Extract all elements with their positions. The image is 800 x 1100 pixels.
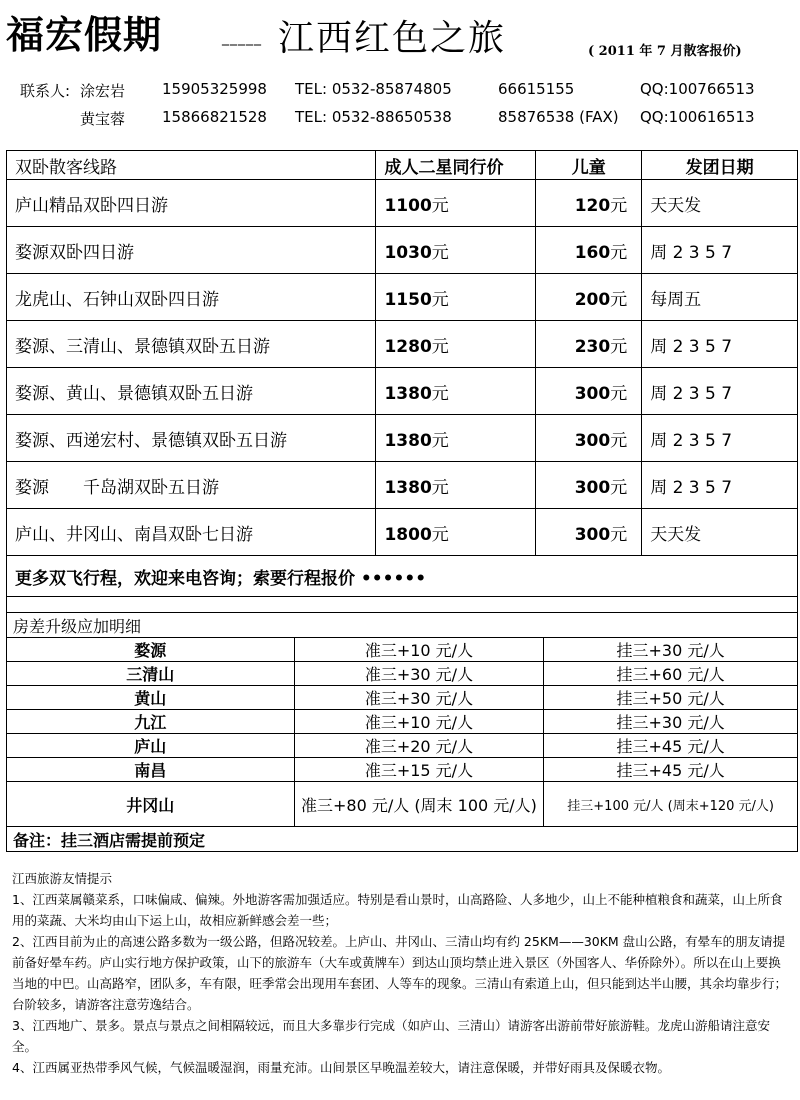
upgrade-listed: 挂三+30 元/人 [544, 710, 798, 734]
child-price-value: 300 [574, 430, 611, 451]
departure-date [642, 227, 798, 274]
contact-qq: QQ:100766513 [640, 80, 755, 98]
departure-date-text: 天天发 [650, 524, 702, 545]
upgrade-table [6, 612, 798, 852]
table-row [7, 415, 798, 462]
child-price [536, 509, 642, 556]
route-title: 江西红色之旅 [278, 18, 507, 59]
header-departure-date: 发团日期 [642, 151, 798, 180]
route-name-text: 龙虎山、石钟山双卧四日游 [15, 289, 219, 310]
contact-qq: QQ:100616513 [640, 108, 755, 126]
remark-row [7, 827, 798, 852]
upgrade-place: 庐山 [7, 734, 295, 758]
upgrade-standard: 准三+10 元/人 [294, 638, 544, 662]
table-row [7, 638, 798, 662]
routes-table [6, 150, 798, 613]
child-price-unit: 元 [610, 524, 628, 545]
route-name-text: 婺源、黄山、景德镇双卧五日游 [15, 383, 253, 404]
departure-date [642, 462, 798, 509]
departure-date-text: 天天发 [650, 195, 702, 216]
gap-cell [7, 597, 798, 614]
child-price-value: 300 [574, 477, 611, 498]
route-name-text: 庐山、井冈山、南昌双卧七日游 [15, 524, 253, 545]
route-name-text: 庐山精品双卧四日游 [15, 195, 168, 216]
route-name-text: 婺源、西递宏村、景德镇双卧五日游 [15, 430, 287, 451]
remark-text: 备注：挂三酒店需提前预定 [7, 827, 798, 852]
adult-price [376, 180, 536, 227]
route-name [7, 274, 376, 321]
departure-date [642, 509, 798, 556]
header-adult-price: 成人二星同行价 [376, 151, 536, 180]
upgrade-place: 南昌 [7, 758, 295, 782]
brand-title: 福宏假期 [6, 12, 163, 57]
upgrade-place: 九江 [7, 710, 295, 734]
more-routes-text: 更多双飞行程，欢迎来电咨询；索要行程报价 •••••• [7, 556, 798, 597]
adult-price-value: 1380 [384, 430, 432, 451]
upgrade-place: 井冈山 [7, 782, 295, 827]
tip-item: 3、江西地广、景多。景点与景点之间相隔较远，而且大多靠步行完成（如庐山、三清山）请游客出游前带好旅游鞋。龙虎山游船请注意安全。 [12, 1018, 770, 1054]
route-name-text: 婺源 千岛湖双卧五日游 [15, 477, 219, 498]
title-separator: _____ [222, 30, 262, 46]
table-row [7, 758, 798, 782]
route-name [7, 368, 376, 415]
header-child-price: 儿童 [536, 151, 642, 180]
table-row [7, 509, 798, 556]
upgrade-standard: 准三+20 元/人 [294, 734, 544, 758]
adult-price [376, 368, 536, 415]
route-name [7, 462, 376, 509]
contact-row [20, 80, 800, 108]
child-price-unit: 元 [610, 289, 628, 310]
child-price-value: 160 [574, 242, 611, 263]
upgrade-body [7, 613, 798, 852]
departure-date-text: 每周五 [650, 289, 702, 310]
route-name [7, 415, 376, 462]
adult-price-value: 1100 [384, 195, 432, 216]
child-price-unit: 元 [610, 477, 628, 498]
upgrade-listed: 挂三+30 元/人 [544, 638, 798, 662]
child-price [536, 227, 642, 274]
contact-mobile: 15866821528 [162, 108, 267, 126]
upgrade-listed: 挂三+45 元/人 [544, 758, 798, 782]
upgrade-listed: 挂三+100 元/人 (周末+120 元/人) [544, 782, 798, 827]
contact-fax: 85876538 (FAX) [498, 108, 619, 126]
travel-tips [12, 868, 792, 1078]
child-price [536, 180, 642, 227]
adult-price-unit: 元 [431, 195, 449, 216]
route-name [7, 321, 376, 368]
adult-price-value: 1800 [384, 524, 432, 545]
contacts-label: 联系人: [20, 82, 71, 100]
contact-name: 黄宝蓉 [80, 110, 126, 128]
route-name [7, 227, 376, 274]
table-row [7, 686, 798, 710]
child-price-unit: 元 [610, 336, 628, 357]
departure-date [642, 274, 798, 321]
upgrade-standard: 准三+15 元/人 [294, 758, 544, 782]
table-row [7, 710, 798, 734]
route-name [7, 509, 376, 556]
upgrade-standard: 准三+30 元/人 [294, 662, 544, 686]
contact-tel2: 66615155 [498, 80, 575, 98]
departure-date-text: 周 2 3 5 7 [650, 336, 733, 357]
upgrade-place: 婺源 [7, 638, 295, 662]
departure-date [642, 415, 798, 462]
child-price-value: 300 [574, 524, 611, 545]
adult-price-unit: 元 [431, 336, 449, 357]
table-row [7, 662, 798, 686]
header-route-name: 双卧散客线路 [7, 151, 376, 180]
table-row [7, 227, 798, 274]
child-price-value: 200 [574, 289, 611, 310]
table-row [7, 180, 798, 227]
departure-date-text: 周 2 3 5 7 [650, 383, 733, 404]
route-name-text: 婺源双卧四日游 [15, 242, 134, 263]
adult-price-value: 1150 [384, 289, 432, 310]
tip-item: 4、江西属亚热带季风气候，气候温暖湿润，雨量充沛。山间景区早晚温差较大，请注意保暖，并带好雨具及保暖衣物。 [12, 1060, 670, 1075]
route-name [7, 180, 376, 227]
child-price [536, 368, 642, 415]
departure-date-text: 周 2 3 5 7 [650, 477, 733, 498]
child-price-unit: 元 [610, 195, 628, 216]
table-row [7, 462, 798, 509]
tip-item: 1、江西菜属赣菜系，口味偏咸、偏辣。外地游客需加强适应。特别是看山景时，山高路险、人多地少，山上不能种植粮食和蔬菜，山上所食用的菜蔬、大米均由山下运上山，故相应新鲜感会差一些； [12, 892, 783, 928]
child-price-value: 230 [574, 336, 611, 357]
adult-price [376, 462, 536, 509]
route-name-text: 婺源、三清山、景德镇双卧五日游 [15, 336, 270, 357]
upgrade-place: 黄山 [7, 686, 295, 710]
child-price [536, 415, 642, 462]
child-price [536, 274, 642, 321]
child-price-value: 300 [574, 383, 611, 404]
table-row [7, 782, 798, 827]
tip-item: 2、江西目前为止的高速公路多数为一级公路，但路况较差。上庐山、井冈山、三清山均有约 25KM——30KM 盘山公路，有晕车的朋友请提前备好晕车药。庐山实行地方保护政策，山下的旅游车（大车或黄牌车）到达山顶均禁止进入景区（外国客人、华侨除外）。所以在山上要换当地的中巴。山高路窄，团队多，车有限，旺季常会出现用车套团、人等车的现象。三清山有索道上山，但只能到达半山腰，其余均靠步行；台阶较多，请游客注意劳逸结合。 [12, 934, 788, 1012]
child-price-value: 120 [574, 195, 611, 216]
upgrade-title: 房差升级应加明细 [7, 613, 798, 638]
price-note: ( 2011 年 7 月散客报价) [588, 44, 742, 59]
upgrade-place: 三清山 [7, 662, 295, 686]
departure-date [642, 368, 798, 415]
upgrade-standard: 准三+80 元/人 (周末 100 元/人) [294, 782, 544, 827]
contacts [20, 80, 800, 136]
adult-price [376, 509, 536, 556]
adult-price [376, 415, 536, 462]
contact-tel: TEL: 0532-85874805 [295, 80, 452, 98]
child-price-unit: 元 [610, 383, 628, 404]
contact-row [20, 108, 800, 136]
contact-mobile: 15905325998 [162, 80, 267, 98]
table-row [7, 321, 798, 368]
upgrade-listed: 挂三+50 元/人 [544, 686, 798, 710]
upgrade-standard: 准三+30 元/人 [294, 686, 544, 710]
adult-price-unit: 元 [431, 383, 449, 404]
adult-price [376, 321, 536, 368]
routes-header-row [7, 151, 798, 180]
child-price-unit: 元 [610, 430, 628, 451]
departure-date [642, 321, 798, 368]
departure-date [642, 180, 798, 227]
adult-price-value: 1280 [384, 336, 432, 357]
upgrade-listed: 挂三+60 元/人 [544, 662, 798, 686]
upgrade-title-row [7, 613, 798, 638]
adult-price-unit: 元 [431, 242, 449, 263]
departure-date-text: 周 2 3 5 7 [650, 430, 733, 451]
adult-price-unit: 元 [431, 524, 449, 545]
header [0, 0, 800, 70]
adult-price [376, 227, 536, 274]
tips-title: 江西旅游友情提示 [12, 871, 113, 886]
child-price-unit: 元 [610, 242, 628, 263]
adult-price-unit: 元 [431, 289, 449, 310]
upgrade-standard: 准三+10 元/人 [294, 710, 544, 734]
routes-body [7, 180, 798, 614]
table-row [7, 734, 798, 758]
child-price [536, 462, 642, 509]
adult-price-value: 1380 [384, 383, 432, 404]
adult-price-unit: 元 [431, 430, 449, 451]
more-routes-row [7, 556, 798, 597]
contact-name: 涂宏岩 [80, 82, 126, 100]
upgrade-listed: 挂三+45 元/人 [544, 734, 798, 758]
adult-price-value: 1380 [384, 477, 432, 498]
table-row [7, 274, 798, 321]
contact-tel: TEL: 0532-88650538 [295, 108, 452, 126]
child-price [536, 321, 642, 368]
departure-date-text: 周 2 3 5 7 [650, 242, 733, 263]
table-row [7, 368, 798, 415]
adult-price [376, 274, 536, 321]
adult-price-value: 1030 [384, 242, 432, 263]
adult-price-unit: 元 [431, 477, 449, 498]
table-gap [7, 597, 798, 614]
